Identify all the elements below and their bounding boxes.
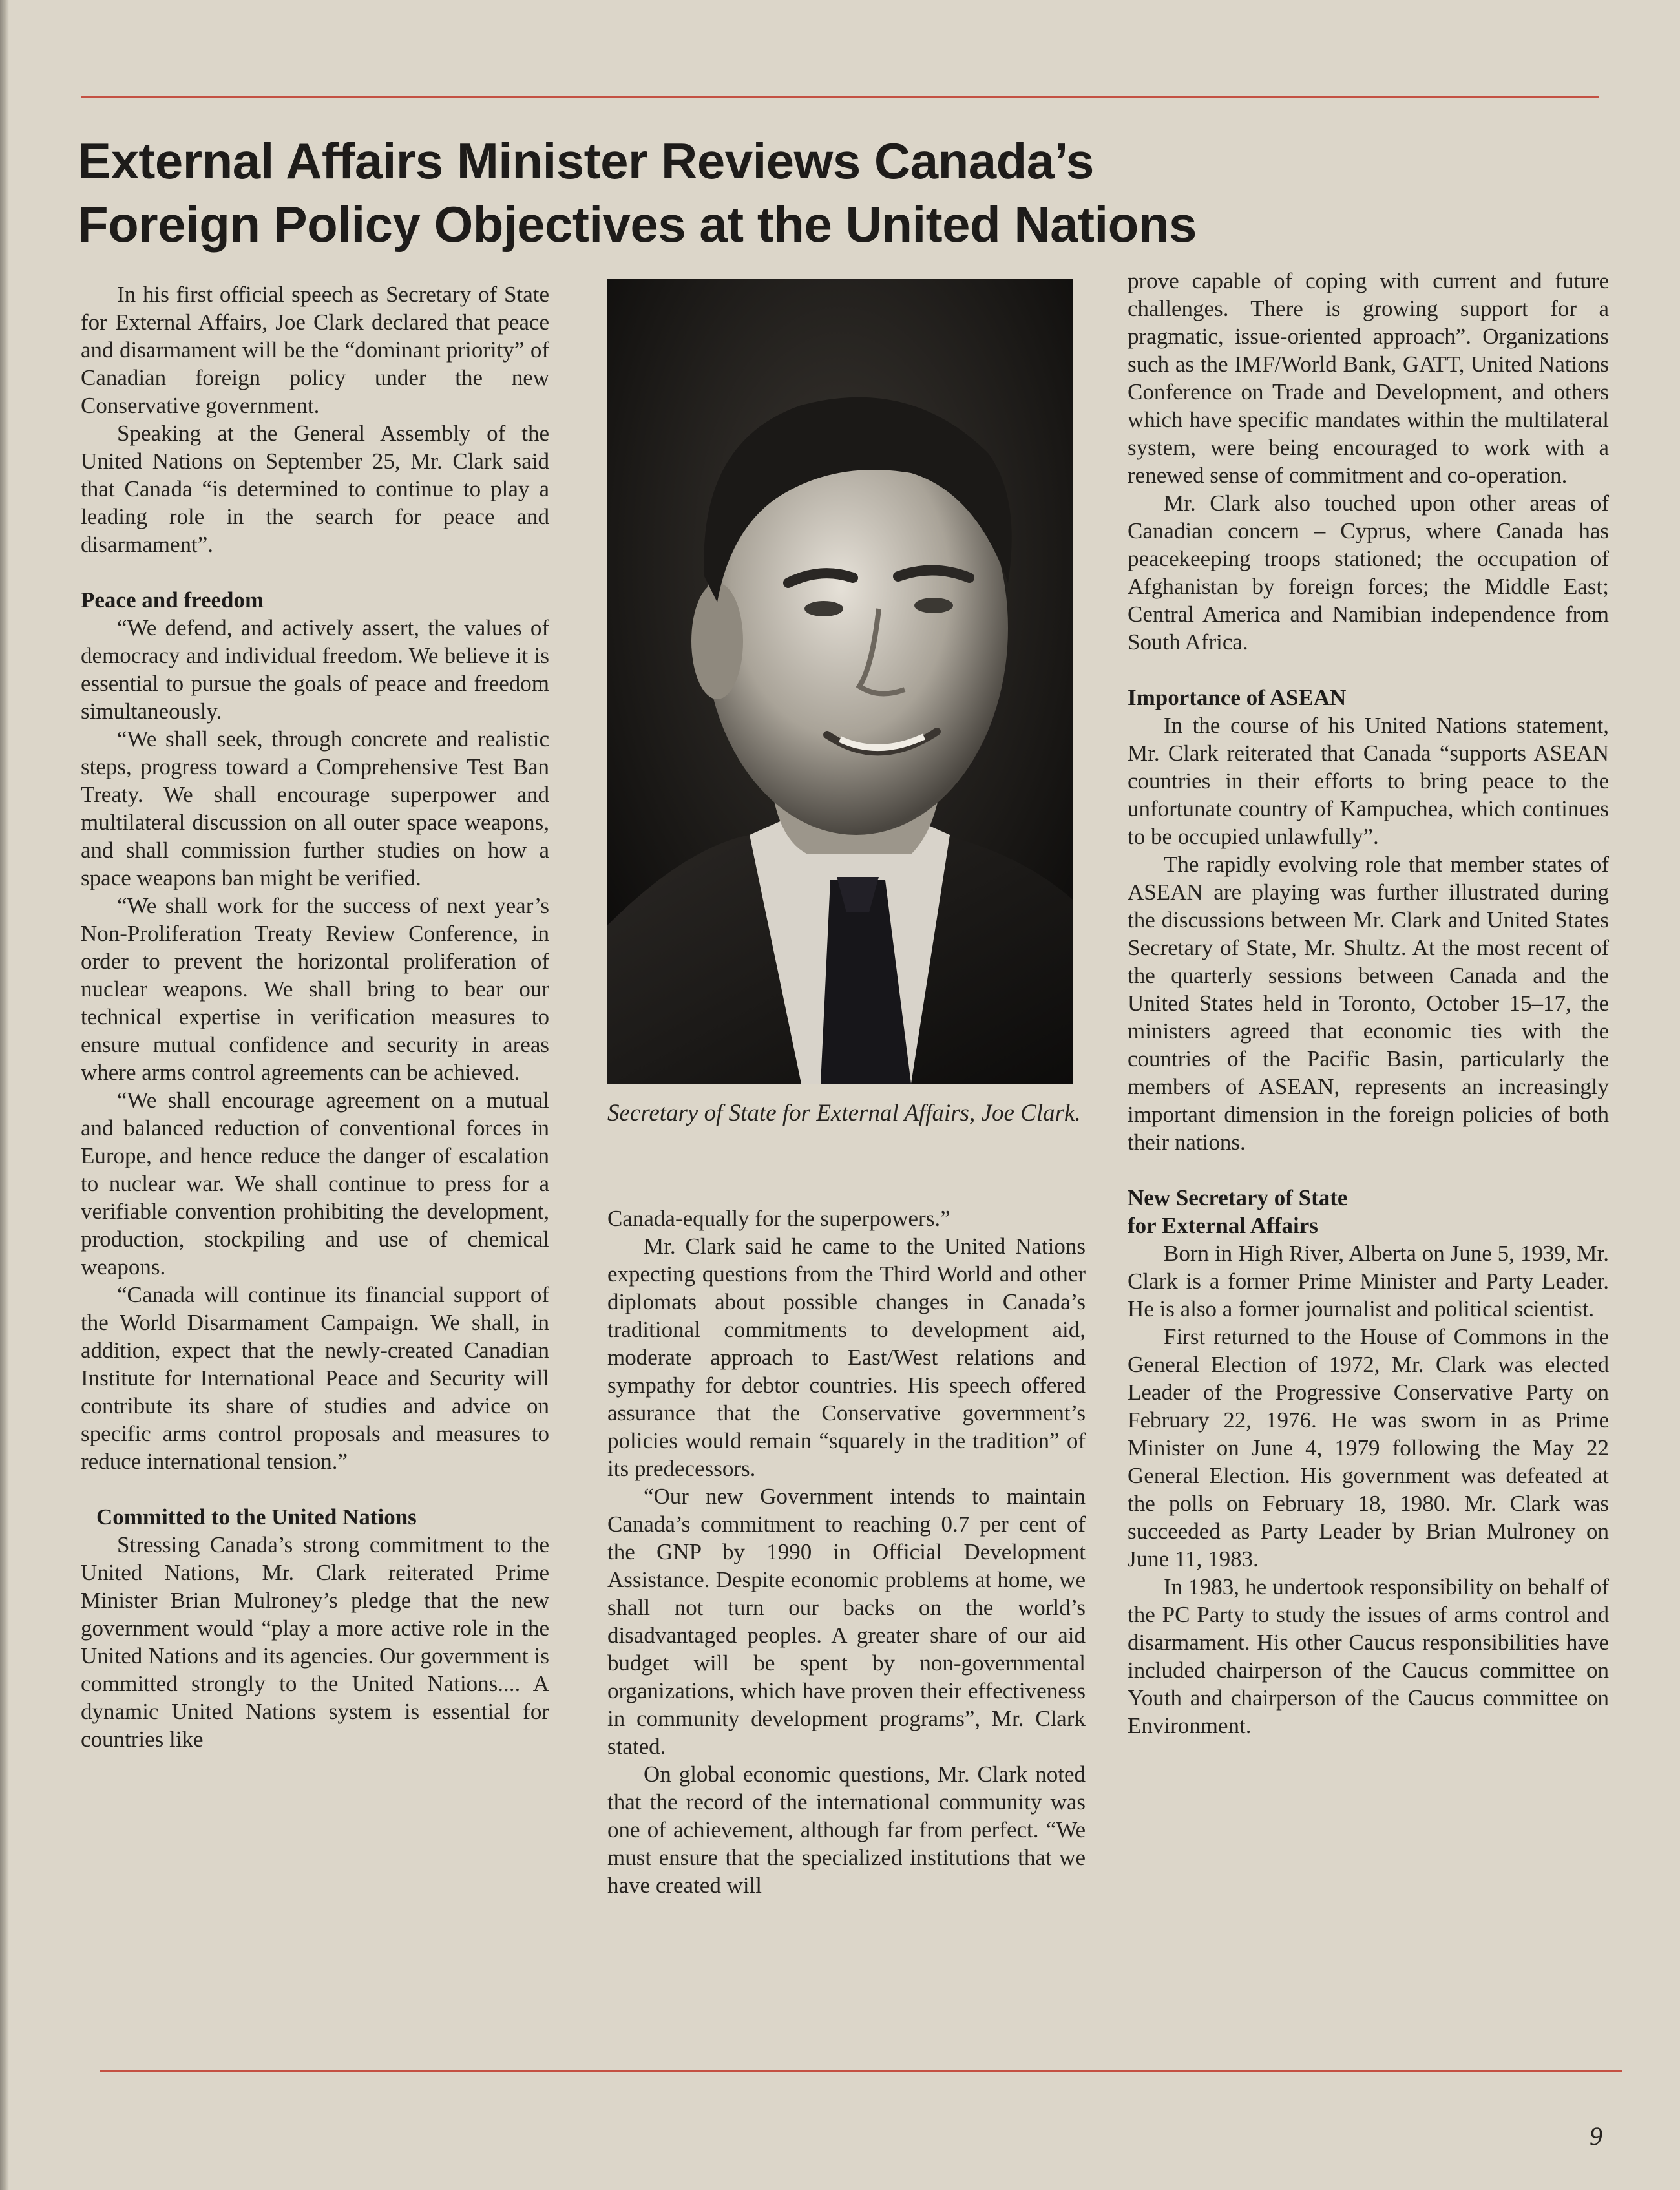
paragraph: Mr. Clark also touched upon other areas of Canadian concern – Cyprus, where Canada has peacekeeping troops stationed; the occupation of Afghanistan by foreign forces; the Middle East; Central America and Namibian independence from South Africa.	[1128, 490, 1609, 655]
bottom-rule	[100, 2070, 1622, 2072]
column-1	[81, 280, 549, 1753]
top-rule	[81, 96, 1599, 98]
headline	[78, 129, 1564, 256]
paragraph: In the course of his United Nations statement, Mr. Clark reiterated that Canada “supports ASEAN countries in their efforts to bring peace to the unfortunate country of Kampuchea, which continues to be occupied unlawfully”.	[1128, 713, 1609, 849]
portrait-photo	[607, 279, 1073, 1084]
subheading-importance-of-asean: Importance of ASEAN	[1128, 685, 1347, 710]
subheading-new-secretary	[1128, 1184, 1609, 1239]
column-3	[1128, 267, 1609, 1740]
paragraph: “We shall work for the success of next year’s Non-Proliferation Treaty Review Conference, in order to prevent the horizontal proliferation of nuclear weapons. We shall bring to bear our technical expertise in verification measures to ensure mutual confidence and security in areas where arms control agreements can be achieved.	[81, 893, 549, 1085]
paragraph: In his first official speech as Secretary of State for External Affairs, Joe Clark declared that peace and disarmament will be the “dominant priority” of Canadian foreign policy under the new Conservative government.	[81, 282, 549, 418]
headline-line-2: Foreign Policy Objectives at the United Nations	[78, 196, 1197, 253]
page-spine-shadow	[0, 0, 9, 2190]
subheading-committed-to-un: Committed to the United Nations	[96, 1504, 417, 1530]
headline-line-1: External Affairs Minister Reviews Canada’s	[78, 132, 1094, 189]
paragraph: Stressing Canada’s strong commitment to the United Nations, Mr. Clark reiterated Prime Minister Brian Mulroney’s pledge that the new government would “play a more active role in the United Nations and its agencies. Our government is committed strongly to the United Nations.... A dynamic United Nations system is essential for countries like	[81, 1532, 549, 1752]
paragraph: “Our new Government intends to maintain Canada’s commitment to reaching 0.7 per cent of the GNP by 1990 in Official Development Assistance. Despite economic problems at home, we shall not turn our backs on the world’s disadvantaged peoples. A greater share of our aid budget will be spent by non-governmental organizations, which have proven their effectiveness in community development programs”, Mr. Clark stated.	[607, 1484, 1086, 1759]
paragraph: “We defend, and actively assert, the values of democracy and individual freedom. We believe it is essential to pursue the goals of peace and freedom simultaneously.	[81, 615, 549, 724]
page-number: 9	[1590, 2122, 1602, 2151]
paragraph: Born in High River, Alberta on June 5, 1939, Mr. Clark is a former Prime Minister and Party Leader. He is also a former journalist and political scientist.	[1128, 1241, 1609, 1321]
photo-caption: Secretary of State for External Affairs, Joe Clark.	[607, 1100, 1081, 1126]
subheading-peace-and-freedom: Peace and freedom	[81, 587, 264, 613]
paragraph: “We shall encourage agreement on a mutual and balanced reduction of conventional forces in Europe, and hence reduce the danger of escalation to nuclear war. We shall continue to press for a verifiable convention prohibiting the development, production, stockpiling and use of chemical weapons.	[81, 1088, 549, 1279]
paragraph: First returned to the House of Commons in the General Election of 1972, Mr. Clark was elected Leader of the Progressive Conservative Party on February 22, 1976. He was sworn in as Prime Minister on June 4, 1979 following the May 22 General Election. His government was defeated at the polls on February 18, 1980. Mr. Clark was succeeded as Party Leader by Brian Mulroney on June 11, 1983.	[1128, 1324, 1609, 1572]
portrait-illustration	[607, 279, 1073, 1084]
paragraph: The rapidly evolving role that member states of ASEAN are playing was further illustrated during the discussions between Mr. Clark and United States Secretary of State, Mr. Shultz. At the most recent of the quarterly sessions between Canada and the United States held in Toronto, October 15–17, the ministers agreed that economic ties with the countries of the Pacific Basin, particularly the members of ASEAN, represents an increasingly important dimension in the foreign policies of both their nations.	[1128, 852, 1609, 1155]
subheading-line-1: New Secretary of State	[1128, 1185, 1348, 1210]
paragraph: prove capable of coping with current and future challenges. There is growing support for a pragmatic, issue-oriented approach”. Organizations such as the IMF/World Bank, GATT, United Nations Conference on Trade and Development, and others which have specific mandates within the multilateral system, were being encouraged to work with a renewed sense of commitment and co-operation.	[1128, 268, 1609, 488]
paragraph: Mr. Clark said he came to the United Nations expecting questions from the Third World and other diplomats about possible changes in Canada’s traditional commitments to development aid, moderate approach to East/West relations and sympathy for debtor countries. His speech offered assurance that the Conservative government’s policies would remain “squarely in the tradition” of its predecessors.	[607, 1234, 1086, 1481]
paragraph: “We shall seek, through concrete and realistic steps, progress toward a Comprehensive Test Ban Treaty. We shall encourage superpower and multilateral discussion on all outer space weapons, and shall commission further studies on how a space weapons ban might be verified.	[81, 726, 549, 890]
subheading-line-2: for External Affairs	[1128, 1213, 1318, 1238]
paragraph: “Canada will continue its financial support of the World Disarmament Campaign. We shall, in addition, expect that the newly-created Canadian Institute for International Peace and Security will contribute its share of studies and advice on specific arms control proposals and measures to reduce international tension.”	[81, 1282, 549, 1474]
paragraph: Speaking at the General Assembly of the United Nations on September 25, Mr. Clark said that Canada “is determined to continue to play a leading role in the search for peace and disarmament”.	[81, 421, 549, 557]
paragraph: On global economic questions, Mr. Clark noted that the record of the international community was one of achievement, although far from perfect. “We must ensure that the specialized institutions that we have created will	[607, 1762, 1086, 1898]
paragraph: In 1983, he undertook responsibility on behalf of the PC Party to study the issues of arms control and disarmament. His other Caucus responsibilities have included chairperson of the Caucus committee on Youth and chairperson of the Caucus committee on Environment.	[1128, 1574, 1609, 1738]
column-2	[607, 1205, 1086, 1899]
paragraph: Canada-equally for the superpowers.”	[607, 1206, 950, 1231]
